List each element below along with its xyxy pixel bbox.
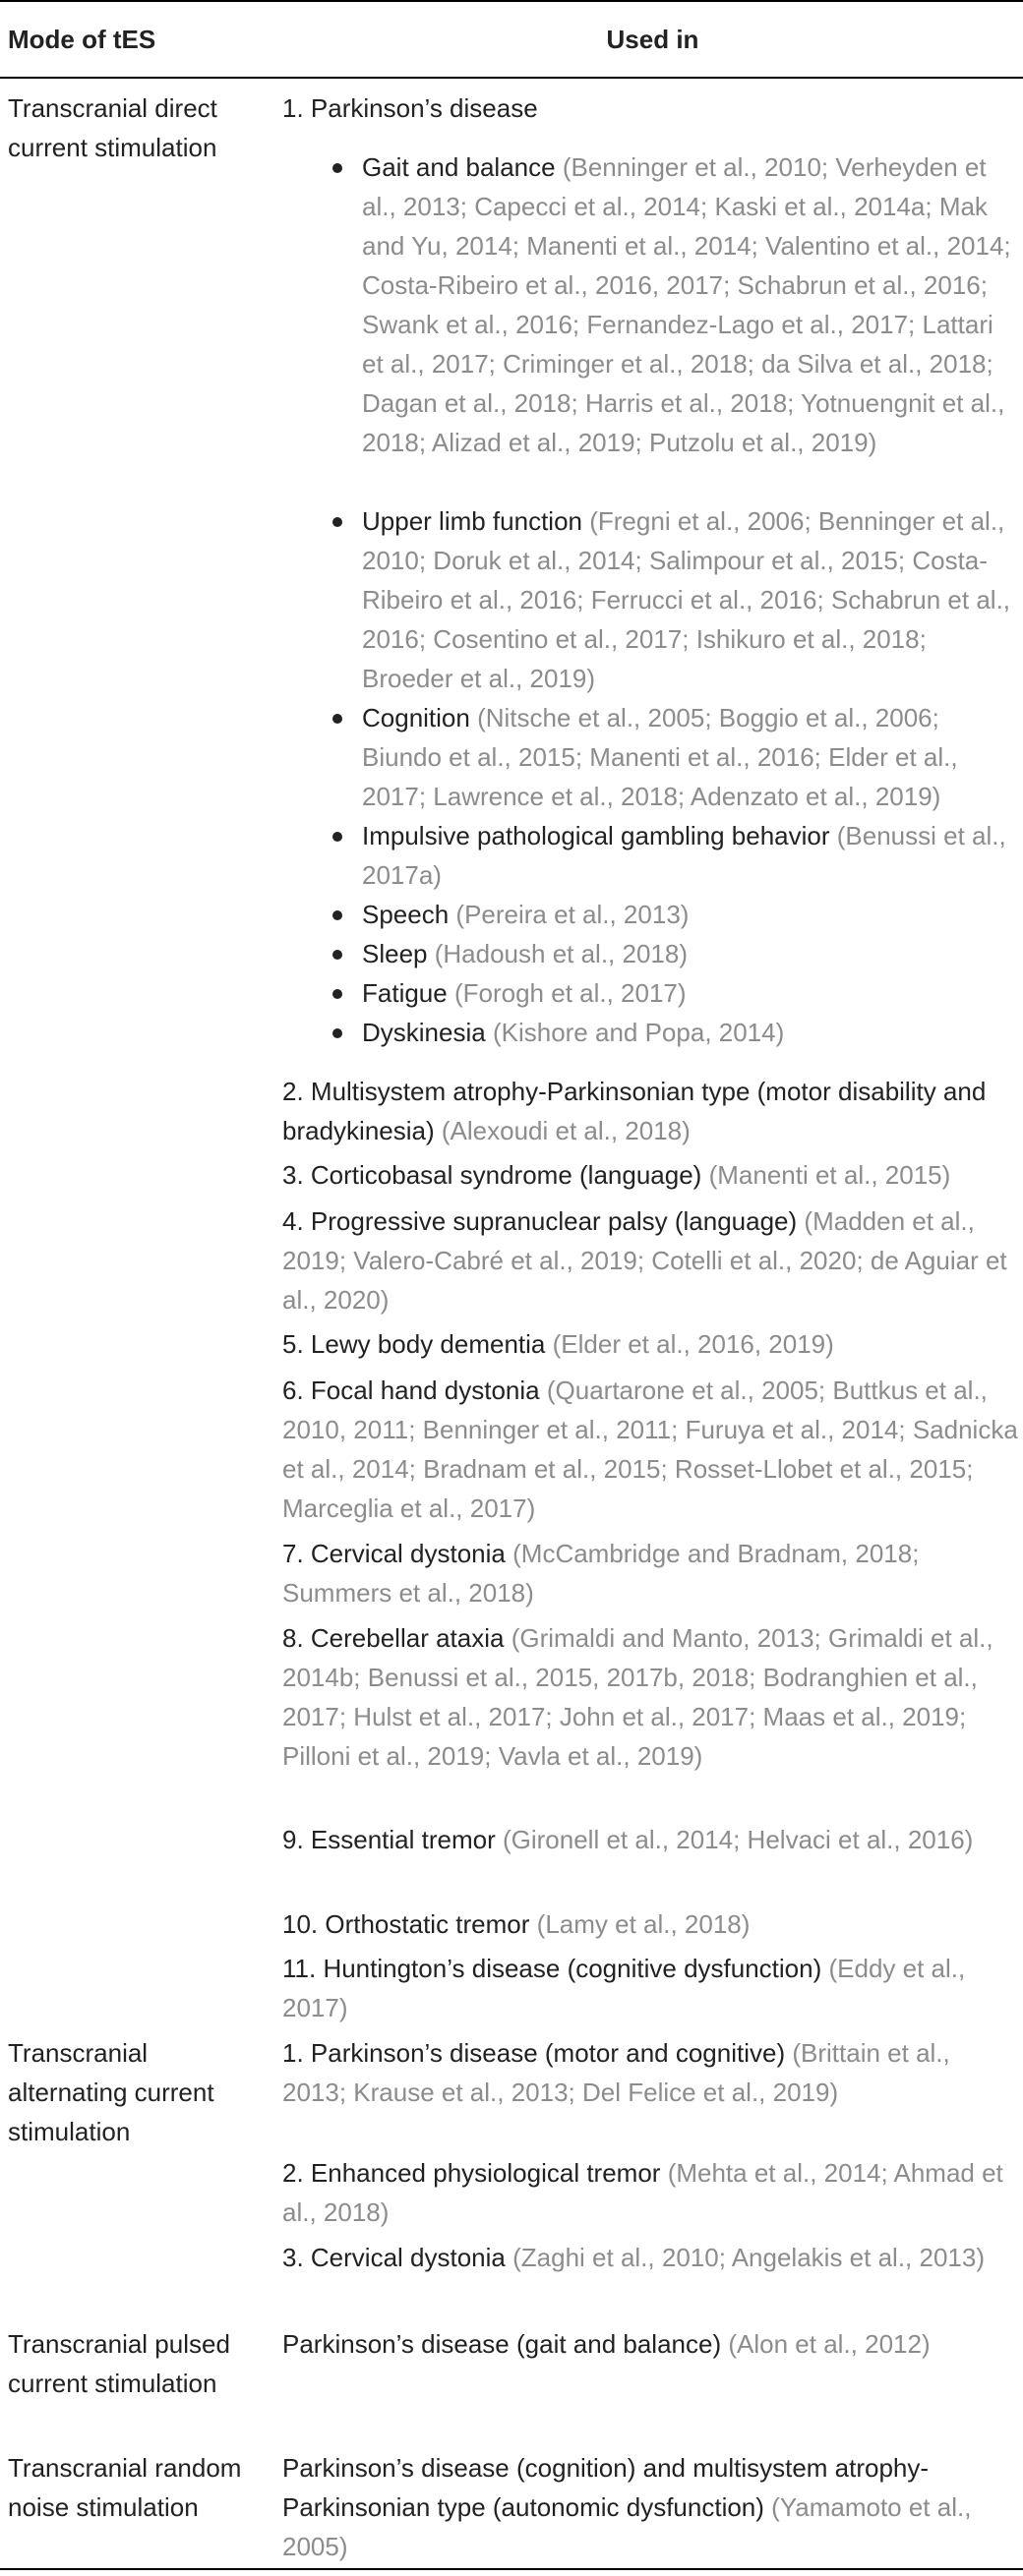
bullet-upper-limb: Upper limb function (Fregni et al., 2006; Benninger et al., 2010; Doruk et al., 2014; Salimpour et al., 2015; Costa-Ribeiro et al., 2016; Ferrucci et al., 2016; Schabrun et al., 2016; Cosentino et al., 2017; Ishikuro et al., 2018; Broeder et al., 2019) bbox=[362, 506, 1011, 693]
item-focal-hand-dystonia: 6. Focal hand dystonia (Quartarone et al., 2005; Buttkus et al., 2010, 2011; Benninger et al., 2011; Furuya et al., 2014; Sadnicka et al., 2014; Bradnam et al., 2015; Rosset-Llobet et al., 2015; Marceglia et al., 2017) bbox=[282, 1376, 1018, 1523]
item-lewy-body: 5. Lewy body dementia (Elder et al., 2016, 2019) bbox=[282, 1329, 834, 1359]
item-parkinsons-disease: 1. Parkinson’s disease bbox=[282, 93, 538, 123]
bullet-dot bbox=[332, 517, 342, 527]
item-tacs-cervical-dystonia: 3. Cervical dystonia (Zaghi et al., 2010; Angelakis et al., 2013) bbox=[282, 2243, 985, 2272]
table-bottom-rule bbox=[0, 2568, 1023, 2570]
item-trns-parkinsons: Parkinson’s disease (cognition) and multisystem atrophy-Parkinsonian type (autonomic dysfunction) (Yamamoto et al., 2005) bbox=[282, 2453, 972, 2561]
bullet-dot bbox=[332, 163, 342, 173]
header-mode-of-tes: Mode of tES bbox=[8, 25, 156, 54]
item-msa-p: 2. Multisystem atrophy-Parkinsonian type (motor disability and bradykinesia) (Alexoudi et al., 2018) bbox=[282, 1077, 987, 1145]
bullet-dyskinesia: Dyskinesia (Kishore and Popa, 2014) bbox=[362, 1018, 785, 1047]
mode-trns: Transcranial random noise stimulation bbox=[8, 2453, 242, 2522]
item-tacs-parkinsons: 1. Parkinson’s disease (motor and cognitive) (Brittain et al., 2013; Krause et al., 2013; Del Felice et al., 2019) bbox=[282, 2038, 950, 2107]
bullet-dot bbox=[332, 950, 342, 960]
item-essential-tremor: 9. Essential tremor (Gironell et al., 2014; Helvaci et al., 2016) bbox=[282, 1825, 974, 1854]
bullet-fatigue: Fatigue (Forogh et al., 2017) bbox=[362, 978, 687, 1008]
bullet-cognition: Cognition (Nitsche et al., 2005; Boggio et al., 2006; Biundo et al., 2015; Manenti et al., 2016; Elder et al., 2017; Lawrence et al., 2018; Adenzato et al., 2019) bbox=[362, 703, 958, 811]
bullet-gait-balance: Gait and balance (Benninger et al., 2010; Verheyden et al., 2013; Capecci et al., 2014; Kaski et al., 2014a; Mak and Yu, 2014; Manenti et al., 2014; Valentino et al., 2014; Costa-Ribeiro et al., 2016, 2017; Schabrun et al., 2016; Swank et al., 2016; Fernandez-Lago et al., 2017; Lattari et al., 2017; Criminger et al., 2018; da Silva et al., 2018; Dagan et al., 2018; Harris et al., 2018; Yotnuengnit et al., 2018; Alizad et al., 2019; Putzolu et al., 2019) bbox=[362, 152, 1011, 457]
item-tacs-tremor: 2. Enhanced physiological tremor (Mehta et al., 2014; Ahmad et al., 2018) bbox=[282, 2158, 1003, 2227]
item-psp: 4. Progressive supranuclear palsy (language) (Madden et al., 2019; Valero-Cabré et al., 2019; Cotelli et al., 2020; de Aguiar et al., 2020) bbox=[282, 1206, 1007, 1315]
mode-tpcs: Transcranial pulsed current stimulation bbox=[8, 2329, 230, 2398]
item-huntingtons: 11. Huntington’s disease (cognitive dysfunction) (Eddy et al., 2017) bbox=[282, 1954, 966, 2022]
bullet-dot bbox=[332, 714, 342, 724]
header-rule bbox=[0, 77, 1023, 79]
mode-tdcs: Transcranial direct current stimulation bbox=[8, 93, 217, 162]
item-corticobasal: 3. Corticobasal syndrome (language) (Manenti et al., 2015) bbox=[282, 1160, 951, 1190]
bullet-dot bbox=[332, 910, 342, 920]
item-cerebellar-ataxia: 8. Cerebellar ataxia (Grimaldi and Manto, 2013; Grimaldi et al., 2014b; Benussi et al., 2015, 2017b, 2018; Bodranghien et al., 2017; Hulst et al., 2017; John et al., 2017; Maas et al., 2019; Pilloni et al., 2019; Vavla et al., 2019) bbox=[282, 1623, 993, 1771]
bullet-dot bbox=[332, 832, 342, 842]
item-tpcs-parkinsons: Parkinson’s disease (gait and balance) (Alon et al., 2012) bbox=[282, 2329, 931, 2359]
item-cervical-dystonia: 7. Cervical dystonia (McCambridge and Bradnam, 2018; Summers et al., 2018) bbox=[282, 1539, 920, 1608]
bullet-gambling: Impulsive pathological gambling behavior (Benussi et al., 2017a) bbox=[362, 821, 1006, 890]
item-orthostatic-tremor: 10. Orthostatic tremor (Lamy et al., 2018) bbox=[282, 1909, 751, 1939]
header-used-in: Used in bbox=[606, 25, 699, 54]
table-top-rule bbox=[0, 0, 1023, 2]
bullet-sleep: Sleep (Hadoush et al., 2018) bbox=[362, 939, 689, 968]
mode-tacs: Transcranial alternating current stimulation bbox=[8, 2038, 214, 2146]
bullet-dot bbox=[332, 989, 342, 999]
bullet-speech: Speech (Pereira et al., 2013) bbox=[362, 900, 690, 929]
bullet-dot bbox=[332, 1028, 342, 1038]
